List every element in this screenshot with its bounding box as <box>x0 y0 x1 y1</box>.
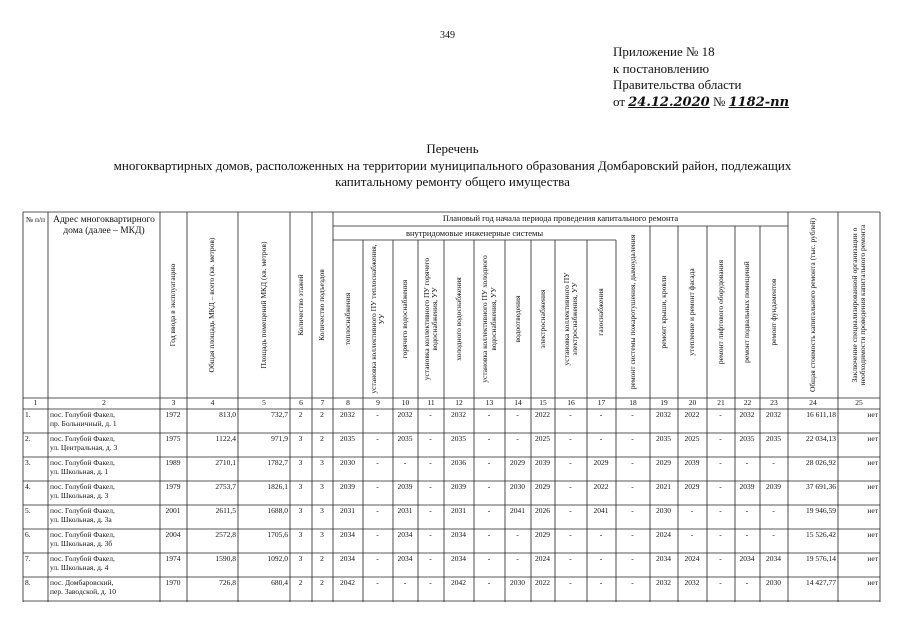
appendix-line-1: Приложение № 18 <box>613 44 715 59</box>
table-cell: - <box>569 458 572 467</box>
table-cell: 3 <box>298 434 303 443</box>
table-cell: - <box>569 506 572 515</box>
table-cell: 2039 <box>397 482 413 491</box>
table-cell: нет <box>867 434 878 443</box>
column-number: 1 <box>33 398 38 407</box>
table-cell: 2029 <box>593 458 609 467</box>
table-cell: - <box>429 410 432 419</box>
column-header-text: водоотведения <box>512 295 522 343</box>
table-cell: 1122,4 <box>215 434 236 443</box>
table-cell: 3 <box>298 530 303 539</box>
table-cell: - <box>487 482 491 491</box>
table-cell: - <box>599 554 603 563</box>
column-number: 12 <box>455 398 463 407</box>
column-header-11 <box>418 242 444 396</box>
table-cell: 2032 <box>739 410 755 419</box>
table-cell: 2035 <box>340 434 355 443</box>
column-number: 25 <box>855 398 863 407</box>
table-cell: - <box>487 434 491 443</box>
table-cell: 1590,8 <box>215 554 236 563</box>
table-cell: нет <box>867 482 878 491</box>
table-cell: - <box>403 578 407 587</box>
table-cell: 2039 <box>766 482 781 491</box>
table-cell: 2029 <box>535 482 550 491</box>
table-cell: - <box>719 506 722 515</box>
column-header-text: электроснабжения <box>537 289 547 349</box>
table-cell: - <box>376 578 379 587</box>
column-header-6 <box>290 214 312 396</box>
column-header-text: установка коллективного ПУ теплоснабжения, УУ <box>368 244 386 394</box>
column-header-13 <box>474 242 505 396</box>
table-cell: - <box>403 458 407 467</box>
table-cell: - <box>487 578 491 587</box>
table-cell: - <box>631 458 634 467</box>
column-number: 19 <box>660 398 668 407</box>
table-cell: - <box>569 410 572 419</box>
table-cell: 2035 <box>656 434 671 443</box>
table-cell: - <box>376 410 379 419</box>
table-cell: 2042 <box>451 578 466 587</box>
table-cell: - <box>429 578 432 587</box>
table-cell: - <box>376 458 379 467</box>
table-cell: 3 <box>320 530 324 539</box>
column-number: 6 <box>299 398 303 407</box>
column-header-14 <box>505 242 531 396</box>
appendix-line-2: к постановлению <box>613 60 710 76</box>
row-address-line-1: пос. Голубой Факел, <box>50 434 115 443</box>
column-number: 15 <box>539 398 547 407</box>
row-address-line-1: пос. Голубой Факел, <box>50 530 115 539</box>
table-cell: - <box>569 554 572 563</box>
column-header-text: холодного водоснабжения <box>453 277 463 361</box>
table-cell: 2 <box>320 410 324 419</box>
table-cell: 680,4 <box>271 578 288 587</box>
table-cell: 19 946,59 <box>806 506 836 515</box>
table-cell: - <box>516 554 519 563</box>
table-cell: 2039 <box>684 458 700 467</box>
table-cell: - <box>772 530 775 539</box>
row-address-line-1: пос. Голубой Факел, <box>50 482 115 491</box>
table-cell: 2039 <box>451 482 466 491</box>
table-cell: 2031 <box>340 506 355 515</box>
table-cell: 2022 <box>593 482 609 491</box>
column-number: 7 <box>320 398 325 407</box>
table-cell: 2030 <box>340 458 355 467</box>
table-cell: - <box>719 458 722 467</box>
table-cell: - <box>772 458 775 467</box>
column-header-22 <box>735 228 760 396</box>
table-cell: 1975 <box>165 434 181 443</box>
column-number: 16 <box>567 398 575 407</box>
table-cell: - <box>690 530 694 539</box>
column-header-text: установка коллективного ПУ электроснабжения, УУ <box>561 272 579 366</box>
table-cell: 2024 <box>684 554 700 563</box>
table-cell: - <box>631 578 634 587</box>
table-cell: - <box>429 554 432 563</box>
table-cell: 2034 <box>656 554 671 563</box>
row-address-line-1: пос. Домбаровский, <box>50 578 114 587</box>
table-cell: 2041 <box>593 506 609 515</box>
table-cell: - <box>599 530 603 539</box>
header-internal-systems: внутридомовые инженерные системы <box>405 228 544 238</box>
column-header-text: Количество подъездов <box>317 269 327 341</box>
table-cell: 2025 <box>684 434 700 443</box>
table-cell: 1826,1 <box>267 482 288 491</box>
column-header-text: ремонт лифтового оборудования <box>715 259 725 365</box>
table-cell: 3 <box>298 482 303 491</box>
column-header-7 <box>312 214 333 396</box>
table-cell: - <box>745 506 749 515</box>
table-cell: - <box>631 482 634 491</box>
table-cell: - <box>569 578 572 587</box>
row-address-line-1: пос. Голубой Факел, <box>50 506 115 515</box>
table-cell: 14 427,77 <box>806 578 836 587</box>
table-cell: 2035 <box>451 434 466 443</box>
column-header-text: Количество этажей <box>295 274 305 336</box>
table-cell: 2029 <box>656 458 671 467</box>
table-cell: 2024 <box>656 530 671 539</box>
table-cell: 2029 <box>535 530 550 539</box>
table-cell: 2032 <box>397 410 413 419</box>
table-cell: 1782,7 <box>267 458 288 467</box>
table-cell: 3 <box>320 482 324 491</box>
table-cell: 2034 <box>739 554 755 563</box>
table-cell: 1970 <box>165 578 181 587</box>
column-header-3 <box>160 214 187 396</box>
table-cell: 2034 <box>397 554 413 563</box>
column-number: 5 <box>262 398 266 407</box>
table-cell: 2035 <box>766 434 781 443</box>
table-cell: 2611,5 <box>215 506 236 515</box>
date-prefix: от <box>613 93 626 109</box>
table-cell: 2042 <box>340 578 355 587</box>
table-cell: 37 691,36 <box>806 482 836 491</box>
table-cell: 15 526,42 <box>806 530 836 539</box>
table-cell: - <box>690 506 694 515</box>
page-number: 349 <box>440 30 455 41</box>
table-cell: - <box>719 530 722 539</box>
handwritten-number: 1182-пп <box>728 94 790 110</box>
table-cell: 732,7 <box>271 410 288 419</box>
table-cell: нет <box>867 506 878 515</box>
table-cell: 813,0 <box>219 410 236 419</box>
row-address-line-2: ул. Школьная, д. 1 <box>50 467 109 476</box>
row-number: 5. <box>25 506 31 515</box>
column-header-25 <box>838 214 880 396</box>
table-cell: - <box>569 530 572 539</box>
table-cell: - <box>631 434 634 443</box>
column-header-text: Заключение специализированной организации о необходимости проведения капитального ремонта <box>849 224 867 386</box>
table-cell: 2039 <box>340 482 355 491</box>
table-cell: 2031 <box>397 506 413 515</box>
row-address-line-2: ул. Школьная, д. 3 <box>50 491 109 500</box>
column-number: 10 <box>401 398 410 407</box>
header-planned-year: Плановый год начала периода проведения капитального ремонта <box>442 213 679 223</box>
row-address-line-1: пос. Голубой Факел, <box>50 458 115 467</box>
column-number: 2 <box>102 398 106 407</box>
table-cell: 3 <box>298 506 303 515</box>
column-number: 13 <box>485 398 494 407</box>
table-cell: 2032 <box>656 578 671 587</box>
table-cell: - <box>376 482 379 491</box>
table-cell: 2039 <box>739 482 755 491</box>
column-header-23 <box>760 228 788 396</box>
row-address-line-2: пр. Больничный, д. 1 <box>50 419 117 428</box>
table-cell: нет <box>867 530 878 539</box>
table-cell: 2029 <box>510 458 525 467</box>
row-number: 2. <box>25 434 31 443</box>
column-number: 11 <box>427 398 435 407</box>
table-cell: 2034 <box>451 554 466 563</box>
table-cell: 2022 <box>684 410 700 419</box>
table-cell: 1092,0 <box>267 554 288 563</box>
column-header-text: теплоснабжения <box>342 292 352 346</box>
table-cell: 3 <box>320 458 324 467</box>
column-header-text: Год ввода в эксплуатацию <box>168 263 178 347</box>
table-cell: - <box>719 434 722 443</box>
column-number: 21 <box>717 398 725 407</box>
table-cell: 2032 <box>656 410 671 419</box>
table-cell: 2030 <box>510 482 525 491</box>
table-cell: 2031 <box>451 506 466 515</box>
header-address: Адрес многоквартирного дома (далее – МКД) <box>53 215 155 236</box>
column-header-17 <box>587 228 616 396</box>
table-cell: 2025 <box>535 434 550 443</box>
table-cell: 16 611,18 <box>806 410 836 419</box>
table-cell: 2034 <box>340 554 355 563</box>
row-address-line-2: ул. Школьная, д. 4 <box>50 563 109 572</box>
table-cell: 2030 <box>510 578 525 587</box>
table-cell: 2 <box>298 578 303 587</box>
table-cell: 2572,8 <box>215 530 236 539</box>
table-cell: 1979 <box>165 482 181 491</box>
table-cell: 2030 <box>656 506 671 515</box>
table-cell: - <box>516 530 519 539</box>
table-cell: 2022 <box>535 410 550 419</box>
table-cell: - <box>429 506 432 515</box>
table-cell: 2032 <box>766 410 781 419</box>
table-cell: - <box>631 506 634 515</box>
column-header-text: утепление и ремонт фасада <box>687 268 697 356</box>
table-cell: 2032 <box>451 410 466 419</box>
table-cell: 2 <box>320 578 324 587</box>
table-cell: - <box>772 506 775 515</box>
table-cell: - <box>376 434 379 443</box>
table-cell: 2036 <box>451 458 466 467</box>
table-cell: - <box>376 530 379 539</box>
table-cell: 2034 <box>397 530 413 539</box>
number-sign: № <box>712 93 726 109</box>
table-cell: - <box>745 530 749 539</box>
table-cell: - <box>516 434 519 443</box>
table-cell: - <box>487 410 491 419</box>
table-cell: - <box>429 434 432 443</box>
table-cell: нет <box>867 554 878 563</box>
table-cell: 2022 <box>535 578 550 587</box>
table-cell: 2032 <box>340 410 355 419</box>
row-address-line-2: пер. Заводской, д. 10 <box>50 587 116 596</box>
table-cell: 2039 <box>535 458 550 467</box>
table-cell: 726,8 <box>219 578 236 587</box>
table-cell: 2029 <box>684 482 700 491</box>
table-cell: - <box>487 554 491 563</box>
table-cell: 2004 <box>165 530 181 539</box>
document-subtitle-line-1: многоквартирных домов, расположенных на территории муниципального образования Домбаровский район, подлежащих <box>113 158 792 173</box>
header-num: № п/п <box>25 215 46 224</box>
column-number: 4 <box>210 398 215 407</box>
table-cell: нет <box>867 578 878 587</box>
column-header-text: газоснабжения <box>596 288 606 336</box>
table-cell: - <box>487 458 491 467</box>
table-cell: 2001 <box>165 506 181 515</box>
column-number: 8 <box>346 398 350 407</box>
table-cell: - <box>569 434 572 443</box>
row-number: 8. <box>25 578 31 587</box>
row-address-line-1: пос. Голубой Факел, <box>50 554 115 563</box>
column-number: 3 <box>171 398 176 407</box>
table-cell: - <box>631 530 634 539</box>
column-header-text: Площадь помещений МКД (кв. метров) <box>258 241 268 369</box>
column-header-text: горячего водоснабжения <box>400 279 410 359</box>
table-cell: 971,9 <box>271 434 288 443</box>
table-cell: 2034 <box>451 530 466 539</box>
column-header-19 <box>650 228 678 396</box>
column-header-20 <box>678 228 707 396</box>
table-cell: - <box>719 410 722 419</box>
column-header-text: Общая площадь МКД – всего (кв. метров) <box>207 237 217 373</box>
column-header-5 <box>238 214 290 396</box>
table-cell: 2034 <box>340 530 355 539</box>
column-header-18 <box>616 228 650 396</box>
row-address-line-1: пос. Голубой Факел, <box>50 410 115 419</box>
column-header-text: Общая стоимость капитального ремонта (тыс. рублей) <box>807 217 817 393</box>
table-cell: 2035 <box>739 434 755 443</box>
table-cell: - <box>376 554 379 563</box>
column-header-12 <box>444 242 474 396</box>
table-cell: 2034 <box>766 554 781 563</box>
table-cell: 2032 <box>684 578 700 587</box>
column-header-16 <box>555 242 587 396</box>
table-cell: 2710,1 <box>215 458 236 467</box>
table-cell: - <box>599 410 603 419</box>
table-cell: 2021 <box>656 482 671 491</box>
row-address-line-2: ул. Школьная, д. 3а <box>50 515 112 524</box>
column-number: 24 <box>809 398 817 407</box>
column-header-4 <box>187 214 238 396</box>
table-cell: - <box>487 530 491 539</box>
table-cell: 1974 <box>165 554 181 563</box>
table-cell: - <box>599 578 603 587</box>
row-number: 6. <box>25 530 31 539</box>
table-cell: 2024 <box>535 554 550 563</box>
column-header-15 <box>531 242 555 396</box>
table-cell: - <box>429 458 432 467</box>
table-cell: 3 <box>298 458 303 467</box>
table-cell: 1972 <box>165 410 181 419</box>
row-number: 7. <box>25 554 31 563</box>
table-cell: - <box>745 578 749 587</box>
column-header-text: установка коллективного ПУ холодного водоснабжения, УУ <box>480 255 498 383</box>
column-number: 20 <box>688 398 697 407</box>
table-cell: - <box>429 482 432 491</box>
table-cell: 2 <box>320 434 324 443</box>
column-header-10 <box>393 242 418 396</box>
table-cell: - <box>487 506 491 515</box>
column-header-text: ремонт фундаментов <box>768 278 778 346</box>
column-number: 22 <box>743 398 752 407</box>
column-header-text: ремонт системы пожаротушения, дымоудаления <box>627 234 637 390</box>
table-cell: 2030 <box>766 578 781 587</box>
table-cell: - <box>745 458 749 467</box>
table-cell: - <box>429 530 432 539</box>
table-cell: - <box>719 482 722 491</box>
row-number: 3. <box>25 458 31 467</box>
column-number: 9 <box>376 398 380 407</box>
handwritten-date: 24.12.2020 <box>628 94 710 110</box>
table-cell: 2026 <box>535 506 550 515</box>
table-cell: - <box>719 554 722 563</box>
table-cell: - <box>719 578 722 587</box>
table-cell: 2 <box>320 554 324 563</box>
column-header-text: установка коллективного ПУ горячего водоснабжения, УУ <box>421 257 439 381</box>
document-subtitle-line-2: капитальному ремонту общего имущества <box>335 174 570 189</box>
table-cell: 3 <box>320 506 324 515</box>
table-cell: 22 034,13 <box>806 434 836 443</box>
table-cell: 2 <box>298 410 303 419</box>
column-header-24 <box>788 214 838 396</box>
column-number: 18 <box>629 398 637 407</box>
table-cell: нет <box>867 410 878 419</box>
table-cell: 28 026,92 <box>806 458 836 467</box>
row-address-line-2: ул. Школьная, д. 3б <box>50 539 113 548</box>
column-number: 17 <box>597 398 606 407</box>
column-header-21 <box>707 228 735 396</box>
table-cell: - <box>376 506 379 515</box>
table-cell: 19 576,14 <box>806 554 836 563</box>
table-cell: 1705,6 <box>267 530 288 539</box>
row-number: 4. <box>25 482 31 491</box>
table-cell: 1688,0 <box>267 506 288 515</box>
table-cell: 2035 <box>397 434 413 443</box>
document-title: Перечень <box>426 141 479 156</box>
table-cell: 2041 <box>510 506 525 515</box>
table-cell: - <box>631 554 634 563</box>
table-cell: - <box>631 410 634 419</box>
column-number: 14 <box>514 398 522 407</box>
column-number: 23 <box>770 398 778 407</box>
table-cell: - <box>569 482 572 491</box>
table-cell: - <box>599 434 603 443</box>
appendix-line-3: Правительства области <box>613 77 742 92</box>
column-header-9 <box>363 242 393 396</box>
table-cell: 3 <box>298 554 303 563</box>
row-address-line-2: ул. Центральная, д. 3 <box>50 443 118 452</box>
table-cell: - <box>516 410 519 419</box>
table-cell: 2753,7 <box>215 482 236 491</box>
table-cell: 1989 <box>165 458 181 467</box>
table-cell: нет <box>867 458 878 467</box>
column-header-text: ремонт подвальных помещений <box>742 261 752 363</box>
column-header-8 <box>333 242 363 396</box>
column-header-text: ремонт крыши, кровли <box>658 275 668 349</box>
row-number: 1. <box>25 410 31 419</box>
